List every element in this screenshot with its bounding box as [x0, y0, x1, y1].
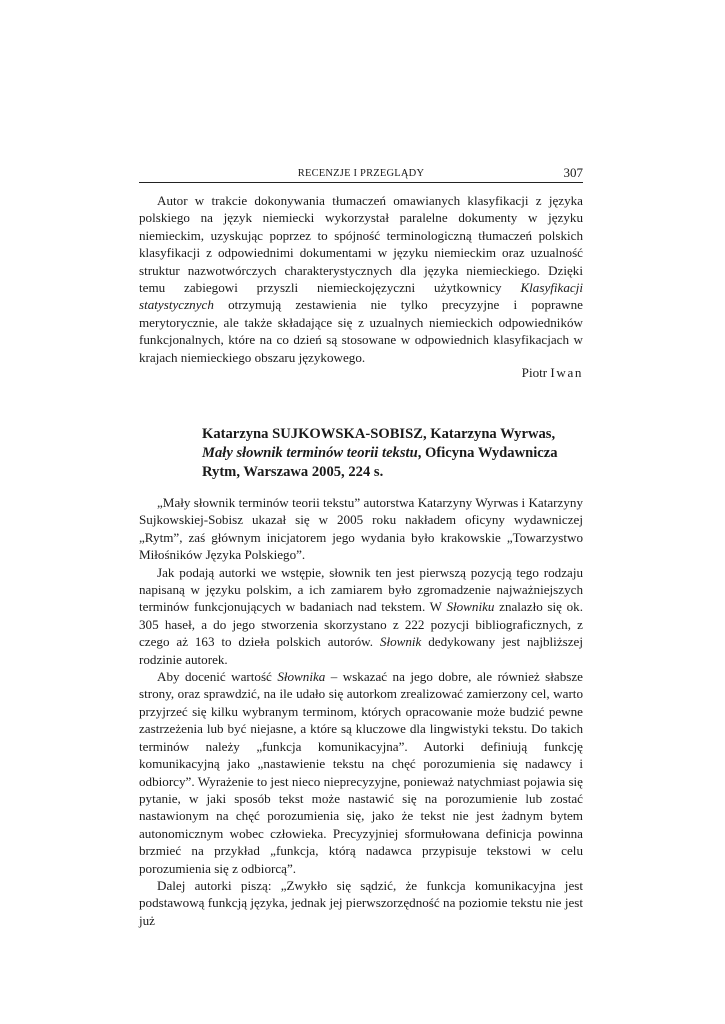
italic-word: Słownik [379, 634, 422, 650]
text-span: Aby docenić wartość [157, 669, 278, 685]
italic-word: Słownika [277, 669, 326, 685]
text-span: Jak podają autorki we wstępie, słownik ten jest pierwszą pozycją tego rodzaju napisaną w języku polskim, a ich zamiarem było zgromadzenie najważniejszych terminów funkcjonujących w badaniach nad tekstem. W [139, 564, 583, 615]
review-2-title [202, 425, 582, 481]
signature-first-name: Piotr [521, 365, 548, 380]
review-2-publication: , Oficyna Wydawnicza Rytm, Warszawa 2005, 224 s. [202, 444, 558, 480]
review-2-paragraph-3 [139, 668, 583, 877]
review-2-book-title: Mały słownik terminów teorii tekstu [202, 444, 418, 461]
text-span: Autor w trakcie dokonywania tłumaczeń omawianych klasyfikacji z języka polskiego na język niemiecki wykorzystał paralelne dokumenty w języku niemieckim, uzyskując poprzez to spójność terminologiczną tłumaczeń polskich klasyfikacji z odpowiednimi dokumentami w języku niemieckim oraz uzualność struktur nazwotwórczych charakterystycznych dla języka niemieckiego. Dzięki temu zabiegowi przyszli niemieckojęzyczni użytkownicy [139, 193, 583, 296]
page-number: 307 [563, 165, 583, 180]
text-span: znalazło się ok. 305 haseł, a do jego stworzenia skorzystano z 222 pozycji bibliograficznych, z czego aż 163 to dzieła polskich autorów. [139, 599, 584, 650]
review-1-paragraph [139, 192, 583, 366]
signature-surname: Iwan [550, 365, 583, 380]
review-2-paragraph-1: „Mały słownik terminów teorii tekstu” autorstwa Katarzyny Wyrwas i Katarzyny Sujkowskiej-Sobisz ukazał się w 2005 roku nakładem oficyny wydawniczej „Rytm”, zaś głównym inicjatorem jego wydania było krakowskie „Towarzystwo Miłośników Języka Polskiego”. [139, 495, 583, 563]
review-2-body [139, 494, 583, 929]
running-title: RECENZJE I PRZEGLĄDY [297, 168, 425, 179]
review-1-signature [522, 365, 583, 381]
review-2-paragraph-4: Dalej autorki piszą: „Zwykło się sądzić, że funkcja komunikacyjna jest podstawową funkcją języka, jednak jej pierwszorzędność na poziomie tekstu nie jest już [139, 877, 583, 928]
text-span: otrzymują zestawienia nie tylko precyzyjne i poprawne merytorycznie, ale także składające się z uzualnych niemieckich odpowiedników funkcjonalnych, które na co dzień są stosowane w odpowiednich klasyfikacjach w krajach niemieckiego obszaru językowego. [139, 297, 583, 365]
italic-word: Słowniku [446, 599, 495, 615]
review-2-authors: Katarzyna SUJKOWSKA-SOBISZ, Katarzyna Wyrwas, [202, 426, 556, 442]
review-1-body [139, 192, 583, 366]
review-2-paragraph-2 [139, 564, 583, 668]
text-span: – wskazać na jego dobre, ale również słabsze strony, oraz sprawdzić, na ile udało się autorkom zrealizować zamierzony cel, warto przyjrzeć się kilku wybranym terminom, których opracowanie może budzić pewne zastrzeżenia lub być niejasne, a które są kluczowe dla lingwistyki tekstu. Do takich terminów należy „funkcja komunikacyjna”. Autorki definiują funkcję komunikacyjną jako „nastawienie tekstu na chęć porozumienia się nadawcy i odbiorcy”. Wyrażenie to jest nieco nieprecyzyjne, ponieważ natychmiast pojawia się pytanie, w jaki sposób tekst może nastawić się na porozumienie lub zostać nastawionym na chęć porozumienia się, jako że tekst nie jest żadnym bytem autonomicznym wobec człowieka. Precyzyjniej sformułowana definicja powinna brzmieć na przykład „funkcja, którą nadawca przypisuje tekstowi w celu porozumienia się z odbiorcą”. [139, 669, 583, 876]
text-span: dedykowany jest najbliższej rodzinie autorek. [139, 634, 583, 667]
italic-title: Klasyfikacji statystycznych [139, 280, 583, 313]
running-header [139, 166, 583, 183]
